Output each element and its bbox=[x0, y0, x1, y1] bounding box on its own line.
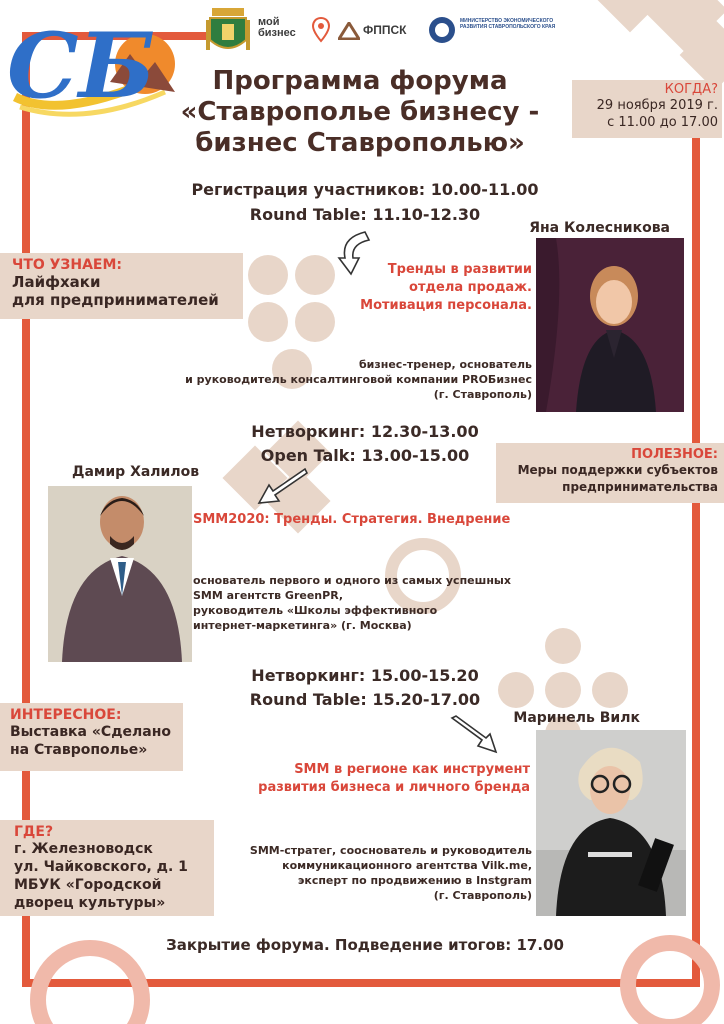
useful-label: ПОЛЕЗНОЕ: bbox=[631, 447, 718, 462]
speaker1-name: Яна Колесникова bbox=[529, 220, 670, 236]
where-line-4: дворец культуры» bbox=[14, 895, 166, 911]
decor-circle bbox=[295, 302, 335, 342]
speaker2-bio-1: основатель первого и одного из самых успешных bbox=[193, 574, 511, 587]
title-line-2: «Ставрополье бизнесу - bbox=[180, 97, 540, 127]
speaker2-bio-4: интернет-маркетинга» (г. Москва) bbox=[193, 619, 412, 632]
speaker1-topic-3: Мотивация персонала. bbox=[360, 298, 532, 313]
fppsk-logo bbox=[338, 20, 422, 42]
where-line-1: г. Железноводск bbox=[14, 841, 153, 857]
schedule-registration: Регистрация участников: 10.00-11.00 bbox=[191, 180, 539, 199]
decor-ring bbox=[620, 935, 720, 1024]
when-label: КОГДА? bbox=[664, 82, 718, 97]
speaker2-bio-2: SMM агентств GreenPR, bbox=[193, 589, 344, 602]
when-box bbox=[572, 80, 722, 138]
speaker3-topic-2: развития бизнеса и личного бренда bbox=[258, 780, 530, 795]
speaker2-bio-3: руководитель «Школы эффективного bbox=[193, 604, 438, 617]
speaker1-topic-1: Тренды в развитии bbox=[387, 262, 532, 277]
when-date: 29 ноября 2019 г. bbox=[596, 98, 718, 113]
frame-right bbox=[692, 135, 700, 987]
useful-line-1: Меры поддержки субъектов bbox=[517, 463, 718, 477]
learn-line-2: для предпринимателей bbox=[12, 291, 219, 309]
where-line-2: ул. Чайковского, д. 1 bbox=[14, 859, 188, 875]
speaker3-bio-2: коммуникационного агентства Vilk.me, bbox=[282, 859, 532, 872]
decor-circle bbox=[248, 255, 288, 295]
speaker3-bio-3: эксперт по продвижению в Instgram bbox=[297, 874, 532, 887]
fppsk-text: ФППСК bbox=[363, 23, 407, 37]
speaker1-bio-1: бизнес-тренер, основатель bbox=[358, 358, 532, 371]
useful-line-2: предпринимательства bbox=[562, 480, 718, 494]
interesting-label: ИНТЕРЕСНОЕ: bbox=[10, 707, 122, 723]
svg-text:СБ: СБ bbox=[7, 13, 156, 119]
useful-box bbox=[496, 443, 724, 503]
interesting-line-1: Выставка «Сделано bbox=[10, 724, 171, 740]
speaker1-bio-2: и руководитель консалтинговой компании PROБизнес bbox=[185, 373, 532, 386]
title-line-3: бизнес Ставрополью» bbox=[195, 128, 525, 158]
ministry-logo bbox=[428, 16, 556, 48]
learn-line-1: Лайфхаки bbox=[12, 273, 101, 291]
arrow-2-icon bbox=[255, 465, 309, 511]
schedule-networking-2: Нетворкинг: 15.00-15.20 bbox=[251, 666, 479, 685]
arrow-3-icon bbox=[448, 712, 500, 760]
title-line-1: Программа форума bbox=[212, 66, 508, 96]
speaker1-photo bbox=[536, 238, 684, 412]
ministry-text: МИНИСТЕРСТВО ЭКОНОМИЧЕСКОГО РАЗВИТИЯ СТАВРОПОЛЬСКОГО КРАЯ bbox=[460, 18, 556, 30]
schedule-closing: Закрытие форума. Подведение итогов: 17.00 bbox=[166, 936, 564, 954]
where-label: ГДЕ? bbox=[14, 824, 54, 840]
decor-circle bbox=[248, 302, 288, 342]
speaker1-topic-2: отдела продаж. bbox=[409, 280, 532, 295]
learn-label: ЧТО УЗНАЕМ: bbox=[12, 257, 123, 273]
speaker1-bio-3: (г. Ставрополь) bbox=[433, 388, 532, 401]
schedule-networking-1: Нетворкинг: 12.30-13.00 bbox=[251, 422, 479, 441]
speaker3-topic-1: SMM в регионе как инструмент bbox=[294, 762, 530, 777]
when-time: с 11.00 до 17.00 bbox=[607, 115, 718, 130]
decor-circle bbox=[295, 255, 335, 295]
decor-circle bbox=[545, 628, 581, 664]
speaker3-name: Маринель Вилк bbox=[513, 710, 640, 726]
crest-logo bbox=[204, 6, 252, 58]
moy-biznes-text: мой бизнес bbox=[258, 16, 296, 39]
speaker2-name: Дамир Халилов bbox=[72, 464, 200, 480]
speaker2-topic: SMM2020: Тренды. Стратегия. Внедрение bbox=[193, 512, 511, 527]
speaker3-bio-4: (г. Ставрополь) bbox=[433, 889, 532, 902]
decor-circle bbox=[592, 672, 628, 708]
where-box bbox=[0, 820, 214, 916]
interesting-line-2: на Ставрополье» bbox=[10, 742, 148, 758]
schedule-round-table-2: Round Table: 15.20-17.00 bbox=[249, 690, 481, 709]
where-line-3: МБУК «Городской bbox=[14, 877, 162, 893]
speaker3-photo bbox=[536, 730, 686, 916]
schedule-round-table-1: Round Table: 11.10-12.30 bbox=[249, 205, 481, 224]
speaker3-bio-1: SMM-стратег, сооснователь и руководитель bbox=[249, 844, 532, 857]
schedule-open-talk: Open Talk: 13.00-15.00 bbox=[260, 446, 470, 465]
speaker2-photo bbox=[48, 486, 192, 662]
learn-box bbox=[0, 253, 243, 319]
interesting-box bbox=[0, 703, 183, 771]
moy-biznes-logo bbox=[258, 17, 332, 45]
